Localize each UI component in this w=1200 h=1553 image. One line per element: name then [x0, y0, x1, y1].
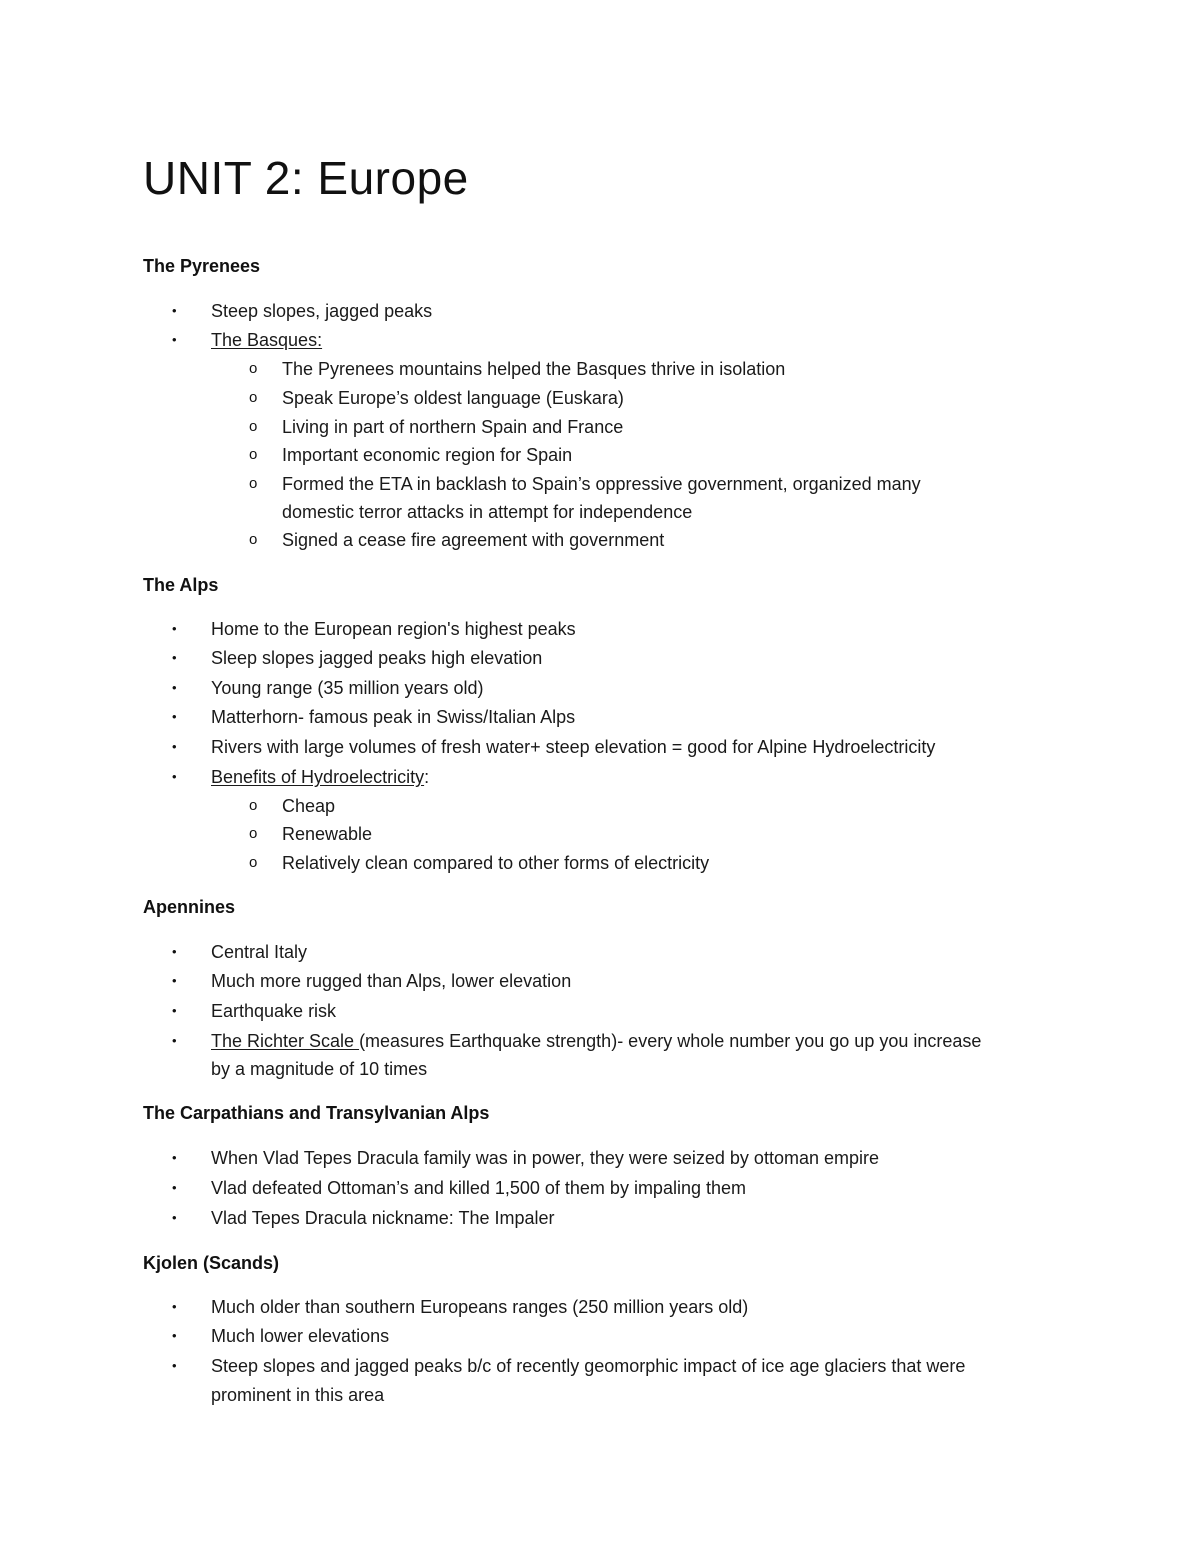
- sub-list-item: Relatively clean compared to other forms of electricity: [282, 853, 710, 873]
- bullet-icon: •: [172, 303, 177, 318]
- list-item: Central Italy: [211, 942, 308, 962]
- bullet-icon: •: [172, 1210, 177, 1225]
- bullet-icon: •: [172, 973, 177, 988]
- list-item-continued: prominent in this area: [211, 1385, 385, 1405]
- bullet-icon: •: [172, 1003, 177, 1018]
- sub-bullet-icon: o: [249, 389, 258, 406]
- section-heading-kjolen: Kjolen (Scands): [143, 1253, 280, 1273]
- list-item: Earthquake risk: [211, 1001, 337, 1021]
- sub-list-item: Important economic region for Spain: [282, 445, 573, 465]
- list-item-continued: by a magnitude of 10 times: [211, 1059, 428, 1079]
- list-item: Steep slopes, jagged peaks: [211, 301, 433, 321]
- list-item: Much more rugged than Alps, lower elevation: [211, 971, 572, 991]
- page-title: UNIT 2: Europe: [143, 152, 469, 204]
- list-item: Home to the European region's highest peaks: [211, 619, 576, 639]
- sub-bullet-icon: o: [249, 854, 258, 871]
- list-item: Matterhorn- famous peak in Swiss/Italian Alps: [211, 707, 576, 727]
- sub-list-item: Speak Europe’s oldest language (Euskara): [282, 388, 624, 408]
- section-heading-pyrenees: The Pyrenees: [143, 256, 261, 276]
- list-item: Vlad Tepes Dracula nickname: The Impaler: [211, 1208, 555, 1228]
- sub-bullet-icon: o: [249, 418, 258, 435]
- sub-list-item: Signed a cease fire agreement with government: [282, 530, 665, 550]
- sub-list-item: Renewable: [282, 824, 373, 844]
- sub-bullet-icon: o: [249, 360, 258, 377]
- bullet-icon: •: [172, 332, 177, 347]
- sub-list-item: Formed the ETA in backlash to Spain’s oppressive government, organized many: [282, 474, 921, 494]
- bullet-icon: •: [172, 1358, 177, 1373]
- bullet-icon: •: [172, 621, 177, 636]
- list-item-basques-label: The Basques:: [211, 330, 323, 350]
- bullet-icon: •: [172, 680, 177, 695]
- list-item: [211, 765, 429, 789]
- bullet-icon: •: [172, 739, 177, 754]
- section-heading-carpathians: The Carpathians and Transylvanian Alps: [143, 1103, 490, 1123]
- bullet-icon: •: [172, 769, 177, 784]
- bullet-icon: •: [172, 650, 177, 665]
- bullet-icon: •: [172, 1180, 177, 1195]
- sub-list-item: Cheap: [282, 796, 336, 816]
- sub-bullet-icon: o: [249, 531, 258, 548]
- bullet-icon: •: [172, 1033, 177, 1048]
- list-item: Young range (35 million years old): [211, 678, 484, 698]
- hydroelectricity-benefits-label: Benefits of Hydroelectricity: [211, 767, 425, 787]
- list-item: Steep slopes and jagged peaks b/c of recently geomorphic impact of ice age glaciers that were: [211, 1356, 966, 1376]
- sub-bullet-icon: o: [249, 825, 258, 842]
- sub-list-item-continued: domestic terror attacks in attempt for independence: [282, 502, 693, 522]
- sub-list-item: Living in part of northern Spain and France: [282, 417, 624, 437]
- sub-bullet-icon: o: [249, 475, 258, 492]
- list-item: Much lower elevations: [211, 1326, 390, 1346]
- richter-scale-text: (measures Earthquake strength)- every whole number you go up you increase: [359, 1031, 982, 1051]
- richter-scale-label: The Richter Scale: [211, 1031, 360, 1051]
- sub-bullet-icon: o: [249, 446, 258, 463]
- list-item: Rivers with large volumes of fresh water+ steep elevation = good for Alpine Hydroelectricity: [211, 737, 936, 757]
- bullet-icon: •: [172, 1150, 177, 1165]
- section-heading-alps: The Alps: [143, 575, 219, 595]
- list-item: Much older than southern Europeans ranges (250 million years old): [211, 1297, 749, 1317]
- sub-list-item: The Pyrenees mountains helped the Basques thrive in isolation: [282, 359, 786, 379]
- section-heading-apennines: Apennines: [143, 897, 236, 917]
- label-colon: :: [424, 767, 430, 787]
- bullet-icon: •: [172, 944, 177, 959]
- bullet-icon: •: [172, 1328, 177, 1343]
- list-item: Vlad defeated Ottoman’s and killed 1,500 of them by impaling them: [211, 1178, 746, 1198]
- bullet-icon: •: [172, 709, 177, 724]
- list-item: [211, 1029, 981, 1053]
- bullet-icon: •: [172, 1299, 177, 1314]
- sub-bullet-icon: o: [249, 797, 258, 814]
- list-item: Sleep slopes jagged peaks high elevation: [211, 648, 543, 668]
- list-item: When Vlad Tepes Dracula family was in power, they were seized by ottoman empire: [211, 1148, 879, 1168]
